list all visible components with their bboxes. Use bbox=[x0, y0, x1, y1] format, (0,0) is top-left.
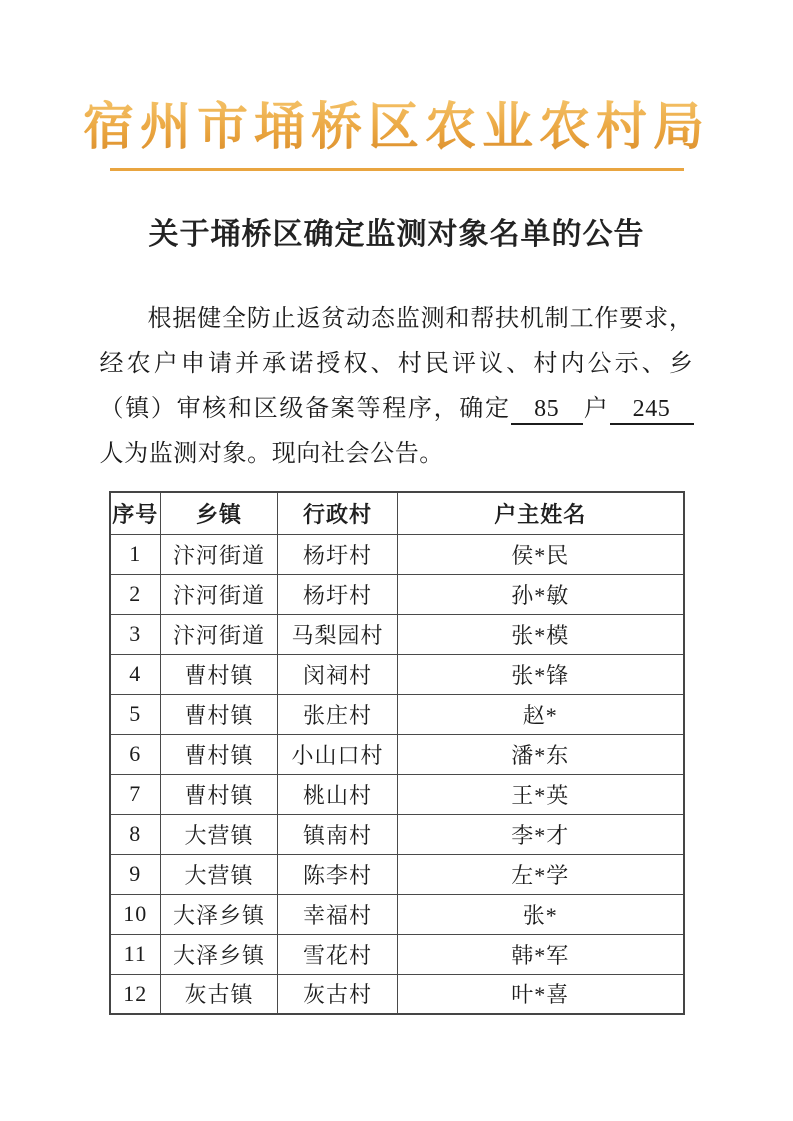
village-cell: 小山口村 bbox=[278, 734, 398, 774]
table-row bbox=[110, 694, 684, 734]
row-number-cell: 6 bbox=[110, 734, 161, 774]
households-unit: 户 bbox=[582, 396, 610, 422]
village-cell: 灰古村 bbox=[278, 974, 398, 1014]
column-header-village: 行政村 bbox=[278, 492, 398, 534]
township-cell: 曹村镇 bbox=[161, 734, 278, 774]
township-cell: 大泽乡镇 bbox=[161, 934, 278, 974]
table-row bbox=[110, 934, 684, 974]
village-cell: 马梨园村 bbox=[278, 614, 398, 654]
row-number-cell: 2 bbox=[110, 574, 161, 614]
village-cell: 幸福村 bbox=[278, 894, 398, 934]
row-number-cell: 8 bbox=[110, 814, 161, 854]
householder-name-cell: 张* bbox=[398, 894, 684, 934]
households-count: 85 bbox=[534, 396, 560, 422]
row-number-cell: 5 bbox=[110, 694, 161, 734]
table-row bbox=[110, 534, 684, 574]
table-row bbox=[110, 654, 684, 694]
org-title: 宿州市埇桥区农业农村局 bbox=[0, 98, 793, 158]
column-header-index: 序号 bbox=[110, 492, 161, 534]
householder-name-cell: 潘*东 bbox=[398, 734, 684, 774]
village-cell: 陈李村 bbox=[278, 854, 398, 894]
village-cell: 闵祠村 bbox=[278, 654, 398, 694]
township-cell: 灰古镇 bbox=[161, 974, 278, 1014]
householder-name-cell: 孙*敏 bbox=[398, 574, 684, 614]
doc-title: 关于埇桥区确定监测对象名单的公告 bbox=[148, 218, 645, 251]
householder-name-cell: 张*模 bbox=[398, 614, 684, 654]
org-title-underline bbox=[110, 168, 684, 171]
householder-name-cell: 赵* bbox=[398, 694, 684, 734]
table-row bbox=[110, 894, 684, 934]
township-cell: 大泽乡镇 bbox=[161, 894, 278, 934]
householder-name-cell: 李*才 bbox=[398, 814, 684, 854]
table-row bbox=[110, 734, 684, 774]
township-cell: 汴河街道 bbox=[161, 614, 278, 654]
village-cell: 桃山村 bbox=[278, 774, 398, 814]
householder-name-cell: 侯*民 bbox=[398, 534, 684, 574]
township-cell: 曹村镇 bbox=[161, 654, 278, 694]
village-cell: 张庄村 bbox=[278, 694, 398, 734]
persons-count: 245 bbox=[632, 396, 671, 422]
table-row bbox=[110, 614, 684, 654]
township-cell: 大营镇 bbox=[161, 854, 278, 894]
persons-count-blank bbox=[610, 395, 694, 425]
column-header-householder: 户主姓名 bbox=[398, 492, 684, 534]
table-row bbox=[110, 774, 684, 814]
township-cell: 大营镇 bbox=[161, 814, 278, 854]
row-number-cell: 9 bbox=[110, 854, 161, 894]
notice-paragraph bbox=[100, 297, 694, 477]
householder-name-cell: 王*英 bbox=[398, 774, 684, 814]
township-cell: 曹村镇 bbox=[161, 694, 278, 734]
householder-name-cell: 张*锋 bbox=[398, 654, 684, 694]
village-cell: 雪花村 bbox=[278, 934, 398, 974]
row-number-cell: 4 bbox=[110, 654, 161, 694]
households-count-blank bbox=[511, 395, 583, 425]
householder-name-cell: 韩*军 bbox=[398, 934, 684, 974]
table-header-row bbox=[110, 492, 684, 534]
row-number-cell: 1 bbox=[110, 534, 161, 574]
row-number-cell: 7 bbox=[110, 774, 161, 814]
notice-text-suffix: 人为监测对象。现向社会公告。 bbox=[99, 441, 444, 467]
monitoring-list-table bbox=[109, 491, 685, 1015]
householder-name-cell: 左*学 bbox=[398, 854, 684, 894]
row-number-cell: 3 bbox=[110, 614, 161, 654]
table-body bbox=[110, 534, 684, 1014]
township-cell: 汴河街道 bbox=[161, 574, 278, 614]
table-row bbox=[110, 854, 684, 894]
village-cell: 杨圩村 bbox=[278, 534, 398, 574]
village-cell: 镇南村 bbox=[278, 814, 398, 854]
row-number-cell: 10 bbox=[110, 894, 161, 934]
row-number-cell: 11 bbox=[110, 934, 161, 974]
table-row bbox=[110, 814, 684, 854]
notice-text-prefix: 根据健全防止返贫动态监测和帮扶机制工作要求，经农户申请并承诺授权、村民评议、村内公示、乡（镇）审核和区级备案等程序，确定 bbox=[99, 306, 694, 422]
township-cell: 汴河街道 bbox=[161, 534, 278, 574]
table-row bbox=[110, 974, 684, 1014]
row-number-cell: 12 bbox=[110, 974, 161, 1014]
table-row bbox=[110, 574, 684, 614]
township-cell: 曹村镇 bbox=[161, 774, 278, 814]
householder-name-cell: 叶*喜 bbox=[398, 974, 684, 1014]
column-header-township: 乡镇 bbox=[161, 492, 278, 534]
village-cell: 杨圩村 bbox=[278, 574, 398, 614]
